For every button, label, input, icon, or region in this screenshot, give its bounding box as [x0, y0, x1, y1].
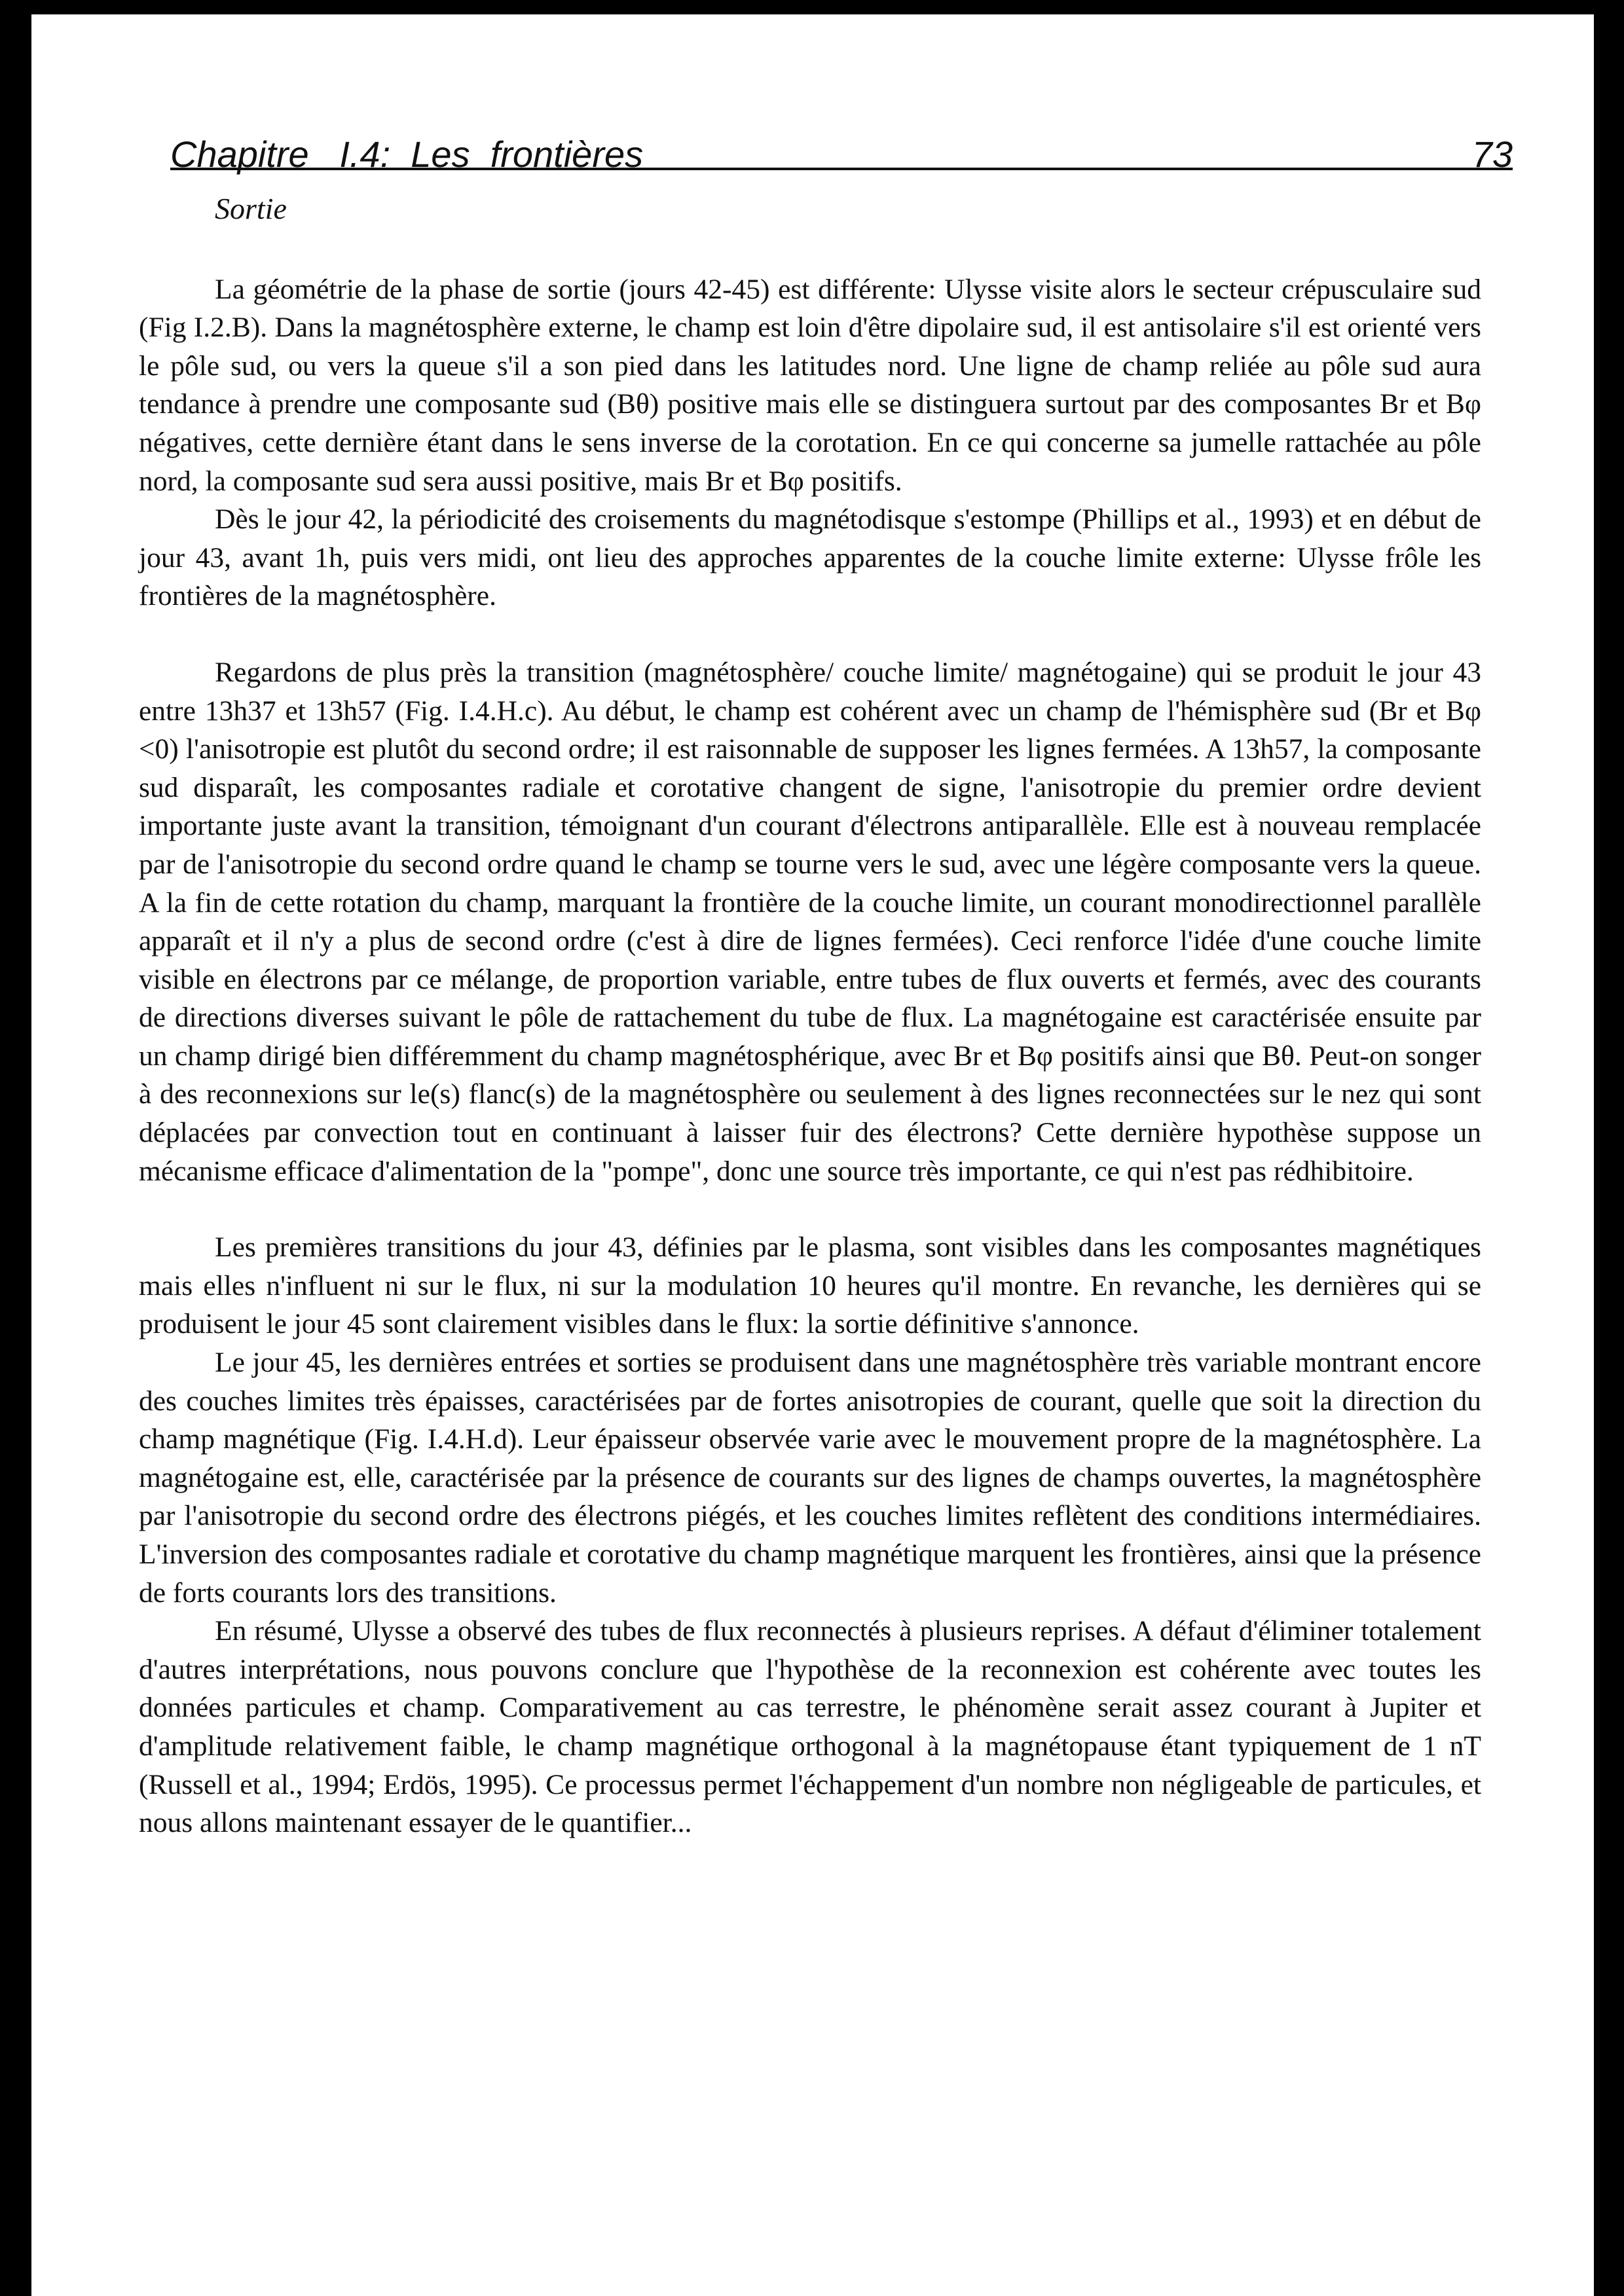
page-number: 73: [1471, 134, 1513, 175]
paragraph-4: Les premières transitions du jour 43, définies par le plasma, sont visibles dans les composantes magnétiques mais elles n'influent ni sur le flux, ni sur la modulation 10 heures qu'il montre. En revanche, les dernières qui se produisent le jour 45 sont clairement visibles dans le flux: la sortie définitive s'annonce.: [139, 1231, 1481, 1340]
body-text: [139, 190, 1481, 1842]
paragraph-5: Le jour 45, les dernières entrées et sorties se produisent dans une magnétosphère très variable montrant encore des couches limites très épaisses, caractérisées par de fortes anisotropies de courant, quelle que soit la direction du champ magnétique (Fig. I.4.H.d). Leur épaisseur observée varie avec le mouvement propre de la magnétosphère. La magnétogaine est, elle, caractérisée par la présence de courants sur des lignes de champs ouvertes, la magnétosphère par l'anisotropie du second ordre des électrons piégés, et les couches limites reflètent des conditions intermédiaires. L'inversion des composantes radiale et corotative du champ magnétique marquent les frontières, ainsi que la présence de forts courants lors des transitions.: [139, 1347, 1481, 1609]
chapter-title: Chapitre I.4: Les frontières: [170, 134, 644, 175]
running-header: [170, 131, 1513, 175]
section-title: Sortie: [215, 192, 287, 225]
paragraph-6: En résumé, Ulysse a observé des tubes de flux reconnectés à plusieurs reprises. A défaut d'éliminer totalement d'autres interprétations, nous pouvons conclure que l'hypothèse de la reconnexion est cohérente avec toutes les données particules et champ. Comparativement au cas terrestre, le phénomène serait assez courant à Jupiter et d'amplitude relativement faible, le champ magnétique orthogonal à la magnétopause étant typiquement de 1 nT (Russell et al., 1994; Erdös, 1995). Ce processus permet l'échappement d'un nombre non négligeable de particules, et nous allons maintenant essayer de le quantifier...: [139, 1615, 1481, 1839]
paragraph-1: La géométrie de la phase de sortie (jours 42-45) est différente: Ulysse visite alors le secteur crépusculaire sud (Fig I.2.B). Dans la magnétosphère externe, le champ est loin d'être dipolaire sud, il est antisolaire s'il est orienté vers le pôle sud, ou vers la queue s'il a son pied dans les latitudes nord. Une ligne de champ reliée au pôle sud aura tendance à prendre une composante sud (Bθ) positive mais elle se distinguera surtout par des composantes Br et Bφ négatives, cette dernière étant dans le sens inverse de la corotation. En ce qui concerne sa jumelle rattachée au pôle nord, la composante sud sera aussi positive, mais Br et Bφ positifs.: [139, 273, 1481, 497]
paragraph-2: Dès le jour 42, la périodicité des croisements du magnétodisque s'estompe (Phillips et al., 1993) et en début de jour 43, avant 1h, puis vers midi, ont lieu des approches apparentes de la couche limite externe: Ulysse frôle les frontières de la magnétosphère.: [139, 503, 1481, 612]
paragraph-3: Regardons de plus près la transition (magnétosphère/ couche limite/ magnétogaine) qui se produit le jour 43 entre 13h37 et 13h57 (Fig. I.4.H.c). Au début, le champ est cohérent avec un champ de l'hémisphère sud (Br et Bφ <0) l'anisotropie est plutôt du second ordre; il est raisonnable de supposer les lignes fermées. A 13h57, la composante sud disparaît, les composantes radiale et corotative changent de signe, l'anisotropie du premier ordre devient importante juste avant la transition, témoignant d'un courant d'électrons antiparallèle. Elle est à nouveau remplacée par de l'anisotropie du second ordre quand le champ se tourne vers le sud, avec une légère composante vers la queue. A la fin de cette rotation du champ, marquant la frontière de la couche limite, un courant monodirectionnel parallèle apparaît et il n'y a plus de second ordre (c'est à dire de lignes fermées). Ceci renforce l'idée d'une couche limite visible en électrons par ce mélange, de proportion variable, entre tubes de flux ouverts et fermés, avec des courants de directions diverses suivant le pôle de rattachement du tube de flux. La magnétogaine est caractérisée ensuite par un champ dirigé bien différemment du champ magnétosphérique, avec Br et Bφ positifs ainsi que Bθ. Peut-on songer à des reconnexions sur le(s) flanc(s) de la magnétosphère ou seulement à des lignes reconnectées sur le nez qui sont déplacées par convection tout en continuant à laisser fuir des électrons? Cette dernière hypothèse suppose un mécanisme efficace d'alimentation de la "pompe", donc une source très importante, ce qui n'est pas rédhibitoire.: [139, 656, 1481, 1187]
